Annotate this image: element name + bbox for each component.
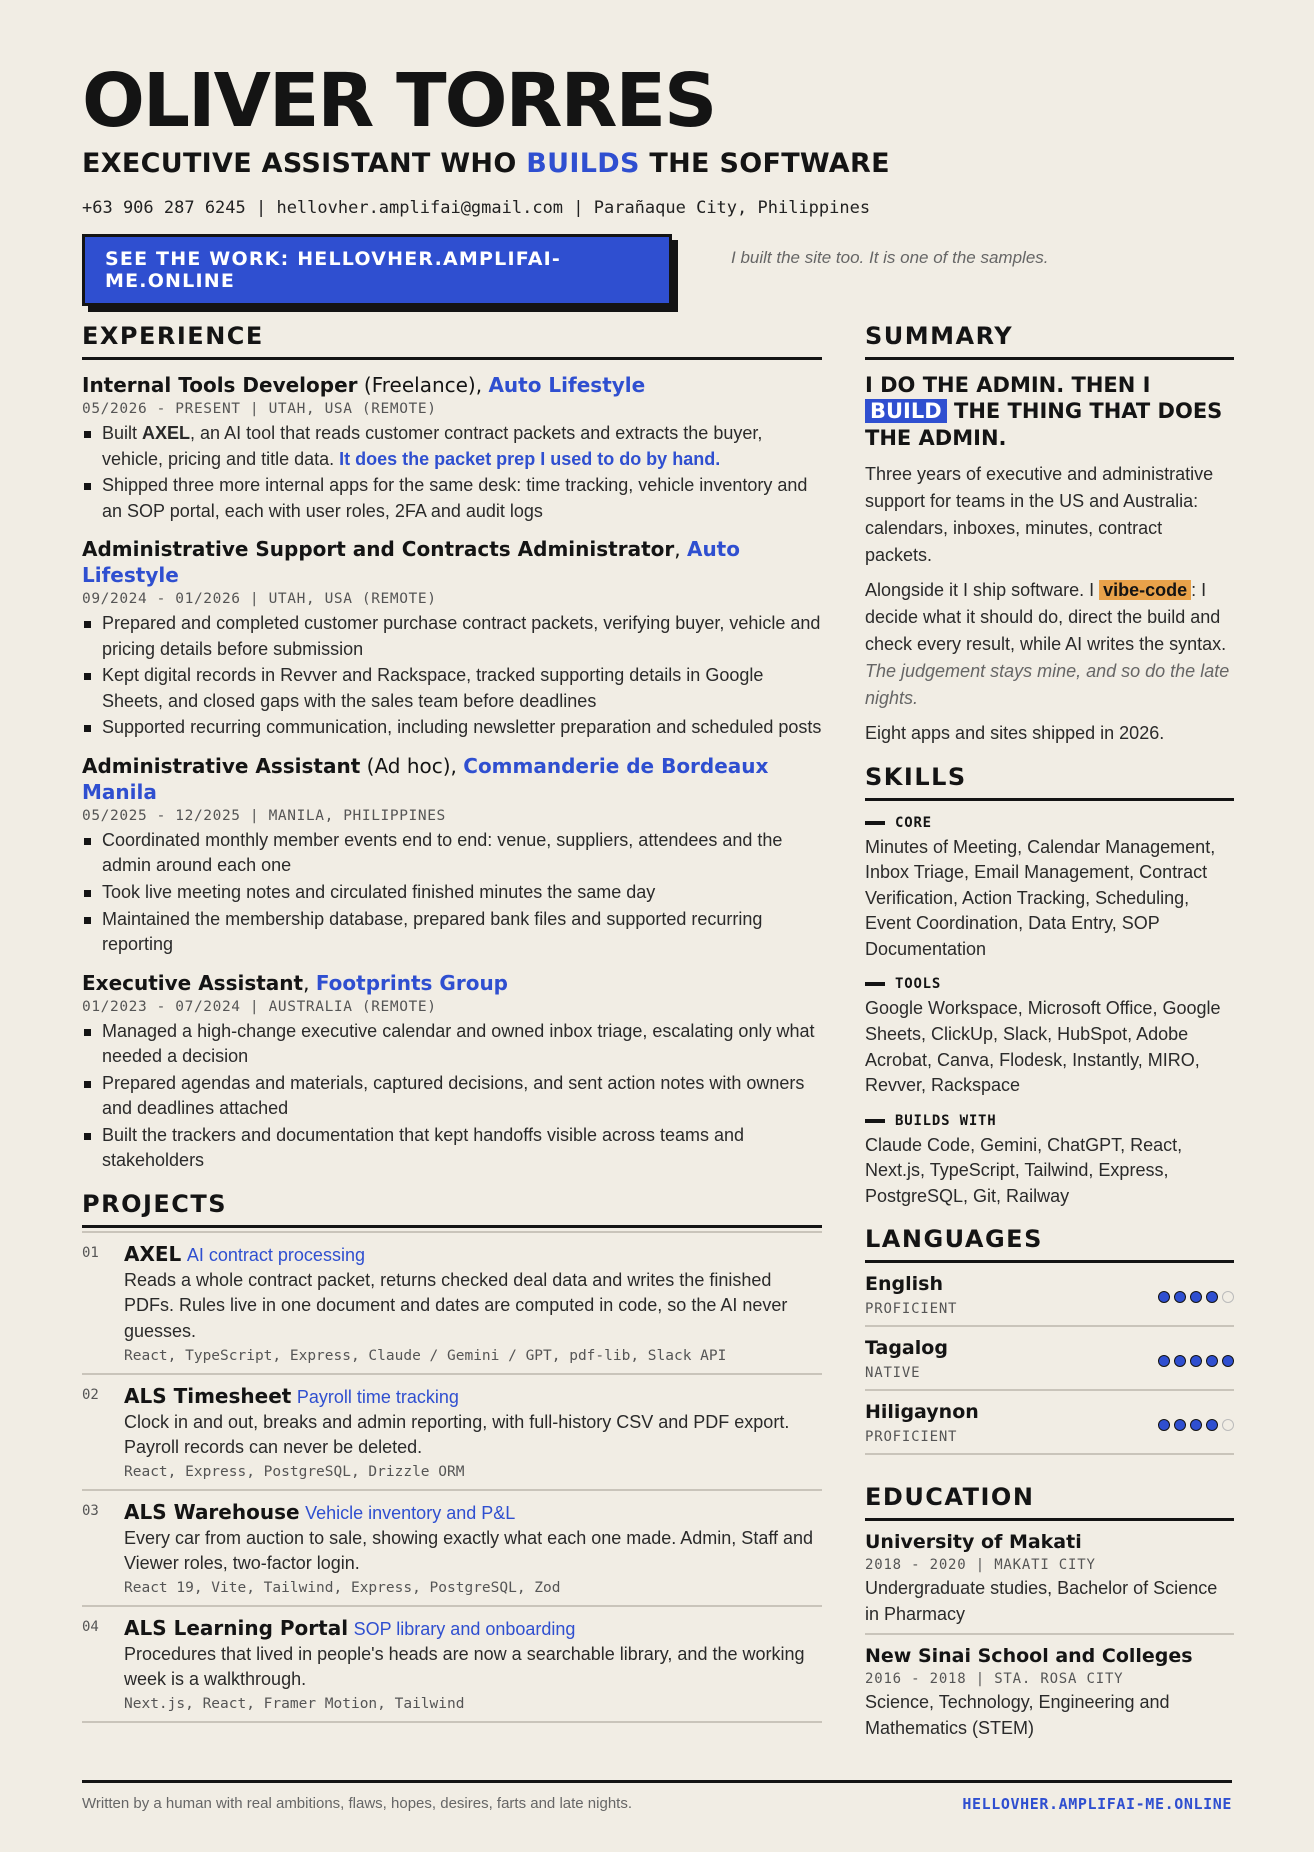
summary-p2-pre: Alongside it I ship software. I: [865, 579, 1100, 600]
school-meta: 2018 - 2020 | MAKATI CITY: [865, 1557, 1096, 1574]
language-name: English: [865, 1273, 943, 1296]
project-title: ALS Warehouse: [124, 1499, 300, 1524]
projects-list: [82, 1231, 822, 1723]
bullet-text: Built: [102, 423, 143, 443]
skills-heading: SKILLS: [865, 763, 1234, 801]
project-number: 04: [82, 1618, 99, 1635]
language-item: [865, 1391, 1234, 1455]
school-description: Undergraduate studies, Bachelor of Science in Pharmacy: [865, 1578, 1218, 1624]
language-item: [865, 1327, 1234, 1391]
languages-list: [865, 1263, 1234, 1455]
bullet-item: [82, 473, 822, 524]
bullet-item: [82, 663, 822, 714]
skill-label-text: CORE: [895, 814, 932, 831]
bullet-item: [82, 1123, 822, 1174]
job-bullets: [82, 828, 822, 958]
bullet-item: [82, 880, 822, 906]
project-stack: React, TypeScript, Express, Claude / Gemini / GPT, pdf-lib, Slack API: [124, 1347, 727, 1364]
project-number: 01: [82, 1244, 99, 1261]
rating-dot-filled-icon: [1174, 1355, 1186, 1367]
project-title-line: [124, 1241, 822, 1268]
job-bullets: [82, 1019, 822, 1174]
bullet-item: [82, 828, 822, 879]
job-role: Administrative Assistant: [82, 753, 361, 778]
education-item: [865, 1521, 1234, 1633]
rating-dot-empty-icon: [1222, 1291, 1234, 1303]
job-entry: [82, 536, 822, 741]
project-title-line: [124, 1383, 822, 1410]
job-company: Commanderie de Bordeaux Manila: [82, 753, 769, 804]
summary-paragraph-2: [865, 577, 1234, 712]
education-item: [865, 1633, 1234, 1747]
summary-headline-accent: BUILD: [865, 399, 947, 423]
project-body: [124, 1499, 822, 1596]
bullet-text: Coordinated monthly member events end to end: venue, suppliers, attendees and the admin around each one: [102, 829, 783, 876]
skill-list-text: Minutes of Meeting, Calendar Management, Inbox Triage, Email Management, Contract Verification, Action Tracking, Scheduling, Event Coordination, Data Entry, SOP Documentation: [865, 836, 1216, 959]
dash-icon: [865, 982, 885, 986]
cta-note: I built the site too. It is one of the samples.: [731, 248, 1049, 267]
school-description: Science, Technology, Engineering and Mathematics (STEM): [865, 1692, 1170, 1738]
cta-container: [82, 234, 672, 306]
bullet-text: Prepared agendas and materials, captured decisions, and sent action notes with owners and deadlines attached: [102, 1072, 805, 1119]
skill-list-text: Claude Code, Gemini, ChatGPT, React, Next.js, TypeScript, Tailwind, Express, PostgreSQL, Git, Railway: [865, 1134, 1183, 1206]
job-entry: [82, 970, 822, 1174]
footer-note: Written by a human with real ambitions, flaws, hopes, desires, farts and late nights.: [82, 1795, 632, 1812]
bullet-item: [82, 1071, 822, 1122]
project-description: Procedures that lived in people's heads are now a searchable library, and the working week is a walkthrough.: [124, 1643, 805, 1690]
job-role: Internal Tools Developer: [82, 373, 358, 397]
job-title: [82, 536, 822, 588]
school-name: New Sinai School and Colleges: [865, 1645, 1193, 1668]
project-description: Clock in and out, breaks and admin reporting, with full-history CSV and PDF export. Payroll records can never be deleted.: [124, 1411, 790, 1458]
school-name: University of Makati: [865, 1531, 1082, 1554]
summary-heading: SUMMARY: [865, 322, 1234, 360]
job-title: [82, 753, 822, 805]
job-entry: [82, 372, 822, 524]
job-meta: 05/2026 - PRESENT | UTAH, USA (REMOTE): [82, 401, 437, 417]
rating-dot-filled-icon: [1158, 1355, 1170, 1367]
rating-dot-empty-icon: [1222, 1419, 1234, 1431]
job-meta: 09/2024 - 01/2026 | UTAH, USA (REMOTE): [82, 591, 437, 608]
skill-group-label: [865, 815, 1234, 831]
footer: [82, 1780, 1232, 1813]
tagline-post: THE SOFTWARE: [639, 148, 890, 179]
tagline: [82, 148, 890, 179]
project-stack: React, Express, PostgreSQL, Drizzle ORM: [124, 1463, 465, 1480]
proficiency-rating: [1158, 1419, 1234, 1431]
project-number: 03: [82, 1502, 99, 1519]
job-qualifier: (Freelance),: [357, 373, 489, 397]
project-subtitle: Payroll time tracking: [296, 1386, 459, 1407]
project-item: [82, 1607, 822, 1723]
job-title: [82, 970, 822, 996]
rating-dot-filled-icon: [1206, 1291, 1218, 1303]
bullet-text: Built the trackers and documentation that kept handoffs visible across teams and stakeholders: [102, 1124, 745, 1171]
bullet-item: [82, 715, 822, 741]
language-level: NATIVE: [865, 1365, 921, 1382]
bullet-item: [82, 421, 822, 472]
project-item: [82, 1233, 822, 1375]
project-body: [124, 1615, 822, 1712]
project-title: ALS Learning Portal: [124, 1615, 349, 1640]
skill-list-text: Google Workspace, Microsoft Office, Google Sheets, ClickUp, Slack, HubSpot, Adobe Acrobat, Canva, Flodesk, Instantly, MIRO, Revver, Rackspace: [865, 998, 1221, 1096]
project-item: [82, 1491, 822, 1607]
rating-dot-filled-icon: [1190, 1419, 1202, 1431]
project-number: 02: [82, 1386, 99, 1403]
project-subtitle: AI contract processing: [186, 1244, 365, 1265]
dash-icon: [865, 821, 885, 825]
job-role: Administrative Support and Contracts Administrator: [82, 537, 675, 562]
bullet-item: [82, 1019, 822, 1070]
bullet-text: Kept digital records in Revver and Rackspace, tracked supporting details in Google Sheets, and closed gaps with the sales team before deadlines: [102, 665, 764, 711]
project-stack: React 19, Vite, Tailwind, Express, PostgreSQL, Zod: [124, 1579, 561, 1596]
rating-dot-filled-icon: [1158, 1291, 1170, 1303]
projects-heading: PROJECTS: [82, 1190, 822, 1228]
language-level: PROFICIENT: [865, 1429, 958, 1446]
proficiency-rating: [1158, 1291, 1234, 1303]
languages-heading: LANGUAGES: [865, 1225, 1234, 1263]
project-body: [124, 1241, 822, 1364]
job-title: [82, 372, 822, 398]
skill-group: [865, 815, 1234, 963]
language-level: PROFICIENT: [865, 1301, 958, 1318]
summary-headline-pre: I DO THE ADMIN. THEN I: [865, 373, 1151, 397]
job-role: Executive Assistant: [82, 970, 304, 995]
rating-dot-filled-icon: [1174, 1291, 1186, 1303]
summary-paragraph-3: Eight apps and sites shipped in 2026.: [865, 722, 1165, 743]
bullet-text: Prepared and completed customer purchase contract packets, verifying buyer, vehicle and pricing details before submission: [102, 613, 821, 659]
summary-headline-post: THE THING THAT DOES THE ADMIN.: [865, 399, 1223, 450]
bullet-text: Shipped three more internal apps for the same desk: time tracking, vehicle inventory and an SOP portal, each with user roles, 2FA and audit logs: [102, 475, 808, 521]
skill-label-text: TOOLS: [895, 976, 942, 993]
project-title: ALS Timesheet: [124, 1383, 292, 1408]
dash-icon: [865, 1119, 885, 1123]
experience-list: [82, 372, 822, 1174]
project-title-line: [124, 1499, 822, 1526]
skill-label-text: BUILDS WITH: [895, 1112, 997, 1129]
project-title: AXEL: [124, 1241, 182, 1266]
job-qualifier: ,: [303, 970, 316, 995]
rating-dot-filled-icon: [1158, 1419, 1170, 1431]
bullet-item: [82, 611, 822, 662]
job-qualifier: ,: [674, 537, 687, 562]
bullet-text-post: , an AI tool that reads customer contract packets and extracts the buyer, vehicle, pricing and title data.: [102, 423, 763, 469]
school-meta: 2016 - 2018 | STA. ROSA CITY: [865, 1671, 1124, 1688]
skill-group: [865, 976, 1234, 1098]
rating-dot-filled-icon: [1174, 1419, 1186, 1431]
project-body: [124, 1383, 822, 1480]
vibe-code-tag: vibe-code: [1099, 580, 1191, 600]
project-item: [82, 1375, 822, 1491]
bullet-text: Maintained the membership database, prepared bank files and supported recurring reporting: [102, 908, 763, 955]
portfolio-link-button[interactable]: SEE THE WORK: HELLOVHER.AMPLIFAI-ME.ONLINE: [82, 234, 672, 306]
left-column: [82, 322, 822, 1723]
right-column: [865, 322, 1234, 1748]
job-entry: [82, 753, 822, 958]
job-meta: 01/2023 - 07/2024 | AUSTRALIA (REMOTE): [82, 998, 437, 1015]
rating-dot-filled-icon: [1206, 1419, 1218, 1431]
bullet-bold: AXEL: [142, 423, 191, 443]
language-name: Hiligaynon: [865, 1401, 979, 1424]
job-bullets: [82, 611, 822, 741]
bullet-text: Managed a high-change executive calendar and owned inbox triage, escalating only what needed a decision: [102, 1020, 815, 1067]
summary-p2-italic: The judgement stays mine, and so do the late nights.: [865, 660, 1230, 708]
experience-heading: EXPERIENCE: [82, 322, 822, 360]
skill-group: [865, 1113, 1234, 1210]
job-company: Auto Lifestyle: [488, 373, 646, 397]
proficiency-rating: [1158, 1355, 1234, 1367]
contact-line: +63 906 287 6245 | hellovher.amplifai@gmail.com | Parañaque City, Philippines: [82, 198, 871, 218]
project-subtitle: Vehicle inventory and P&L: [305, 1502, 516, 1523]
candidate-name: OLIVER TORRES: [82, 58, 716, 144]
tagline-pre: EXECUTIVE ASSISTANT WHO: [82, 148, 527, 179]
project-description: Reads a whole contract packet, returns checked deal data and writes the finished PDFs. Rules live in one document and dates are computed in code, so the AI never guesses.: [124, 1269, 788, 1342]
language-item: [865, 1263, 1234, 1327]
bullet-text: Took live meeting notes and circulated finished minutes the same day: [102, 882, 656, 903]
summary-headline: [865, 372, 1234, 451]
summary-paragraph-1: Three years of executive and administrative support for teams in the US and Australia: calendars, inboxes, minutes, contract packets.: [865, 463, 1214, 565]
job-company: Auto Lifestyle: [82, 537, 740, 588]
bullet-accent: It does the packet prep I used to do by hand.: [339, 448, 721, 469]
skill-group-label: [865, 976, 1234, 992]
project-stack: Next.js, React, Framer Motion, Tailwind: [124, 1695, 465, 1712]
bullet-item: [82, 907, 822, 958]
project-subtitle: SOP library and onboarding: [353, 1618, 576, 1639]
project-title-line: [124, 1615, 822, 1642]
footer-website-link[interactable]: HELLOVHER.AMPLIFAI-ME.ONLINE: [962, 1795, 1232, 1813]
education-heading: EDUCATION: [865, 1483, 1234, 1521]
job-qualifier: (Ad hoc),: [360, 753, 464, 778]
rating-dot-filled-icon: [1222, 1355, 1234, 1367]
skills-list: [865, 815, 1234, 1210]
rating-dot-filled-icon: [1206, 1355, 1218, 1367]
job-company: Footprints Group: [315, 970, 508, 995]
rating-dot-filled-icon: [1190, 1291, 1202, 1303]
bullet-text: Supported recurring communication, including newsletter preparation and scheduled posts: [102, 717, 822, 738]
project-description: Every car from auction to sale, showing exactly what each one made. Admin, Staff and Viewer roles, two-factor login.: [124, 1527, 814, 1574]
language-name: Tagalog: [865, 1337, 948, 1360]
education-list: [865, 1521, 1234, 1747]
rating-dot-filled-icon: [1190, 1355, 1202, 1367]
tagline-accent: BUILDS: [526, 148, 640, 179]
job-meta: 05/2025 - 12/2025 | MANILA, PHILIPPINES: [82, 807, 446, 824]
skill-group-label: [865, 1113, 1234, 1129]
summary-p2-mid: : I decide what it should do, direct the build and check every result, while AI writes the syntax.: [865, 579, 1227, 654]
job-bullets: [82, 421, 822, 524]
